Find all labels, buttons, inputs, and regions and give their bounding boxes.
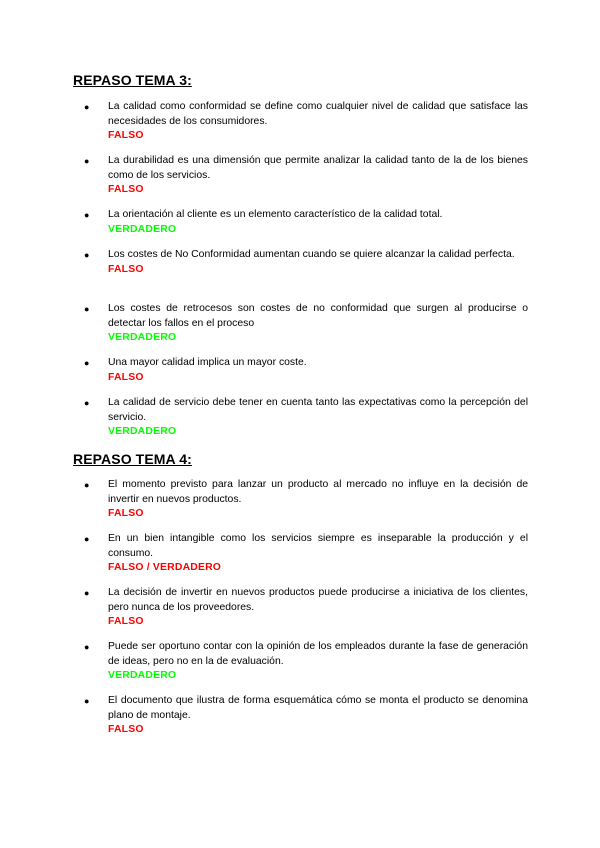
- answer-label: FALSO: [108, 724, 144, 735]
- bullet-icon: ●: [84, 102, 90, 112]
- statement-text: Puede ser oportuno contar con la opinión de los empleados durante la fase de generación de ideas, pero no en la de evaluación.: [108, 641, 528, 667]
- section-title-tema-3: REPASO TEMA 3:: [73, 72, 192, 88]
- answer-label: FALSO / VERDADERO: [108, 562, 222, 573]
- list-item: [84, 478, 528, 522]
- list-item: [84, 208, 528, 237]
- list-item: [84, 302, 528, 346]
- list-item: [84, 586, 528, 630]
- bullet-icon: ●: [84, 304, 90, 314]
- bullet-icon: ●: [84, 250, 90, 260]
- statement-text: La orientación al cliente es un elemento característico de la calidad total.: [108, 209, 443, 220]
- bullet-icon: ●: [84, 642, 90, 652]
- statement-text: Los costes de No Conformidad aumentan cuando se quiere alcanzar la calidad perfecta.: [108, 249, 515, 260]
- bullet-icon: ●: [84, 210, 90, 220]
- statement-text: En un bien intangible como los servicios siempre es inseparable la producción y el consumo.: [108, 533, 528, 559]
- list-item: [84, 356, 528, 385]
- statement-text: El documento que ilustra de forma esquemática cómo se monta el producto se denomina plano de montaje.: [108, 695, 528, 721]
- bullet-icon: ●: [84, 358, 90, 368]
- bullet-icon: ●: [84, 398, 90, 408]
- list-item: [84, 532, 528, 576]
- list-item: [84, 248, 528, 277]
- statement-text: El momento previsto para lanzar un producto al mercado no influye en la decisión de invertir en nuevos productos.: [108, 479, 528, 505]
- list-item: [84, 694, 528, 738]
- answer-label: VERDADERO: [108, 426, 177, 437]
- answer-label: VERDADERO: [108, 332, 177, 343]
- answer-label: FALSO: [108, 130, 144, 141]
- statement-text: La durabilidad es una dimensión que permite analizar la calidad tanto de la de los bienes como de los servicios.: [108, 155, 528, 181]
- statement-text: La calidad como conformidad se define como cualquier nivel de calidad que satisface las necesidades de los consumidores.: [108, 101, 528, 127]
- list-item: [84, 100, 528, 144]
- section-title-tema-4: REPASO TEMA 4:: [73, 451, 192, 467]
- statement-text: La decisión de invertir en nuevos productos puede producirse a iniciativa de los clientes, pero nunca de los proveedores.: [108, 587, 528, 613]
- answer-label: FALSO: [108, 184, 144, 195]
- bullet-icon: ●: [84, 480, 90, 490]
- bullet-icon: ●: [84, 534, 90, 544]
- bullet-icon: ●: [84, 156, 90, 166]
- answer-label: VERDADERO: [108, 670, 177, 681]
- statement-text: Los costes de retrocesos son costes de no conformidad que surgen al producirse o detectar los fallos en el proceso: [108, 303, 528, 329]
- answer-label: FALSO: [108, 616, 144, 627]
- answer-label: FALSO: [108, 371, 144, 383]
- list-item: [84, 154, 528, 198]
- list-item: [84, 640, 528, 684]
- answer-label: FALSO: [108, 508, 144, 519]
- statement-text: La calidad de servicio debe tener en cuenta tanto las expectativas como la percepción del servicio.: [108, 397, 528, 423]
- list-item: [84, 396, 528, 440]
- answer-label: VERDADERO: [108, 223, 177, 235]
- bullet-icon: ●: [84, 588, 90, 598]
- bullet-icon: ●: [84, 696, 90, 706]
- answer-label: FALSO: [108, 263, 144, 275]
- statement-text: Una mayor calidad implica un mayor coste.: [108, 357, 307, 368]
